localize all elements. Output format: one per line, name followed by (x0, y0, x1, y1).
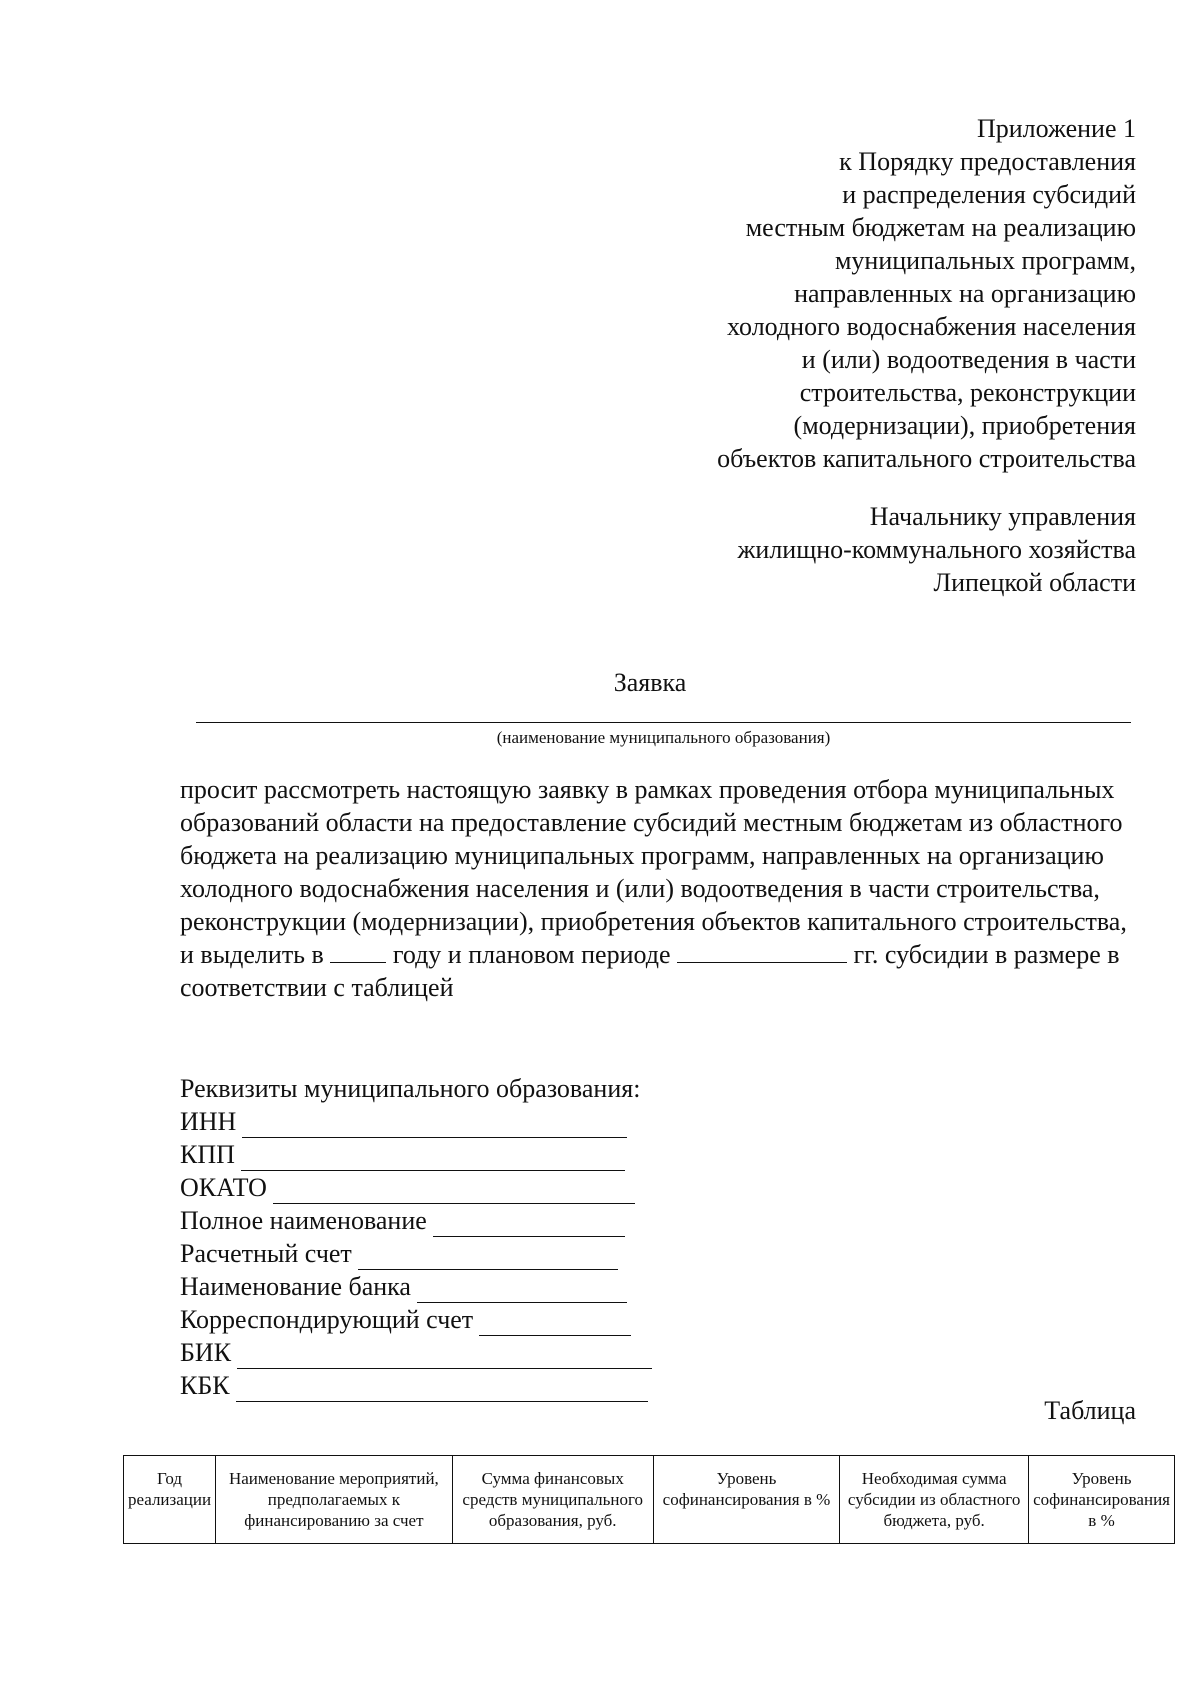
year-blank-field[interactable] (330, 940, 386, 963)
requisite-bank (180, 1270, 740, 1303)
requisite-label: ИНН (180, 1107, 237, 1136)
addressee-line: жилищно-коммунального хозяйства (737, 535, 1136, 564)
header-activities: Наименование мероприятий, предполагаемых к финансированию за счет (216, 1456, 453, 1544)
requisite-full-name (180, 1204, 740, 1237)
requisite-okato (180, 1171, 740, 1204)
requisites-block (180, 1072, 740, 1402)
appendix-line: местным бюджетам на реализацию (745, 213, 1136, 242)
header-municipal-funds: Сумма финансовых средств муниципального образования, руб. (452, 1456, 653, 1544)
table-label: Таблица (1044, 1396, 1136, 1425)
requisite-corr-account (180, 1303, 740, 1336)
full-name-blank-field[interactable] (433, 1212, 625, 1237)
addressee-block (616, 500, 1136, 599)
appendix-line: объектов капитального строительства (717, 444, 1136, 473)
appendix-line: направленных на организацию (794, 279, 1136, 308)
account-blank-field[interactable] (358, 1245, 618, 1270)
municipality-name-caption: (наименование муниципального образования) (496, 728, 831, 747)
request-paragraph (180, 773, 1130, 1004)
request-text-after-year: году и плановом периоде (392, 940, 671, 969)
appendix-line: муниципальных программ, (834, 246, 1136, 275)
appendix-line: холодного водоснабжения населения (727, 312, 1136, 341)
okato-blank-field[interactable] (273, 1179, 635, 1204)
inn-blank-field[interactable] (242, 1113, 627, 1138)
header-subsidy-amount: Необходимая сумма субсидии из областного бюджета, руб. (840, 1456, 1029, 1544)
requisite-label: Расчетный счет (180, 1239, 352, 1268)
request-text-after-period: гг. субсидии в размере в соответствии с таблицей (180, 940, 1120, 1002)
document-title: Заявка (613, 668, 687, 697)
header-year: Год реализации (124, 1456, 216, 1544)
addressee-line: Начальнику управления (869, 502, 1136, 531)
requisite-account (180, 1237, 740, 1270)
requisite-label: Корреспондирующий счет (180, 1305, 474, 1334)
period-blank-field[interactable] (677, 940, 847, 963)
appendix-line: строительства, реконструкции (799, 378, 1136, 407)
request-text-main: просит рассмотреть настоящую заявку в рамках проведения отбора муниципальных образований области на предоставление субсидий местным бюджетам из областного бюджета на реализацию муниципальных программ, направленных на организацию холодного водоснабжения населения и (или) водоотведения в части строительства, реконструкции (модернизации), приобретения объектов капитального строительства, и выделить в (180, 775, 1127, 969)
requisite-kpp (180, 1138, 740, 1171)
subsidy-table (123, 1455, 1175, 1544)
appendix-line: и распределения субсидий (842, 180, 1136, 209)
appendix-heading (616, 112, 1136, 475)
kbk-blank-field[interactable] (236, 1377, 648, 1402)
bik-blank-field[interactable] (237, 1344, 652, 1369)
header-cofinancing-level: Уровень софинансирования в % (653, 1456, 839, 1544)
appendix-line: к Порядку предоставления (839, 147, 1136, 176)
municipality-name-field[interactable] (196, 722, 1131, 723)
requisite-label: БИК (180, 1338, 232, 1367)
header-cofinancing-level-2: Уровень софинансирования в % (1029, 1456, 1175, 1544)
requisite-label: ОКАТО (180, 1173, 267, 1202)
requisite-label: Полное наименование (180, 1206, 427, 1235)
kpp-blank-field[interactable] (241, 1146, 625, 1171)
requisite-label: КПП (180, 1140, 235, 1169)
requisite-label: КБК (180, 1371, 230, 1400)
requisite-label: Наименование банка (180, 1272, 411, 1301)
requisites-heading: Реквизиты муниципального образования: (180, 1074, 641, 1103)
appendix-line: и (или) водоотведения в части (801, 345, 1136, 374)
requisite-bik (180, 1336, 740, 1369)
table-header-row (124, 1456, 1175, 1544)
addressee-line: Липецкой области (933, 568, 1136, 597)
requisite-kbk (180, 1369, 740, 1402)
appendix-line: Приложение 1 (976, 114, 1136, 143)
corr-account-blank-field[interactable] (479, 1311, 631, 1336)
appendix-line: (модернизации), приобретения (793, 411, 1136, 440)
requisite-inn (180, 1105, 740, 1138)
bank-blank-field[interactable] (417, 1278, 627, 1303)
